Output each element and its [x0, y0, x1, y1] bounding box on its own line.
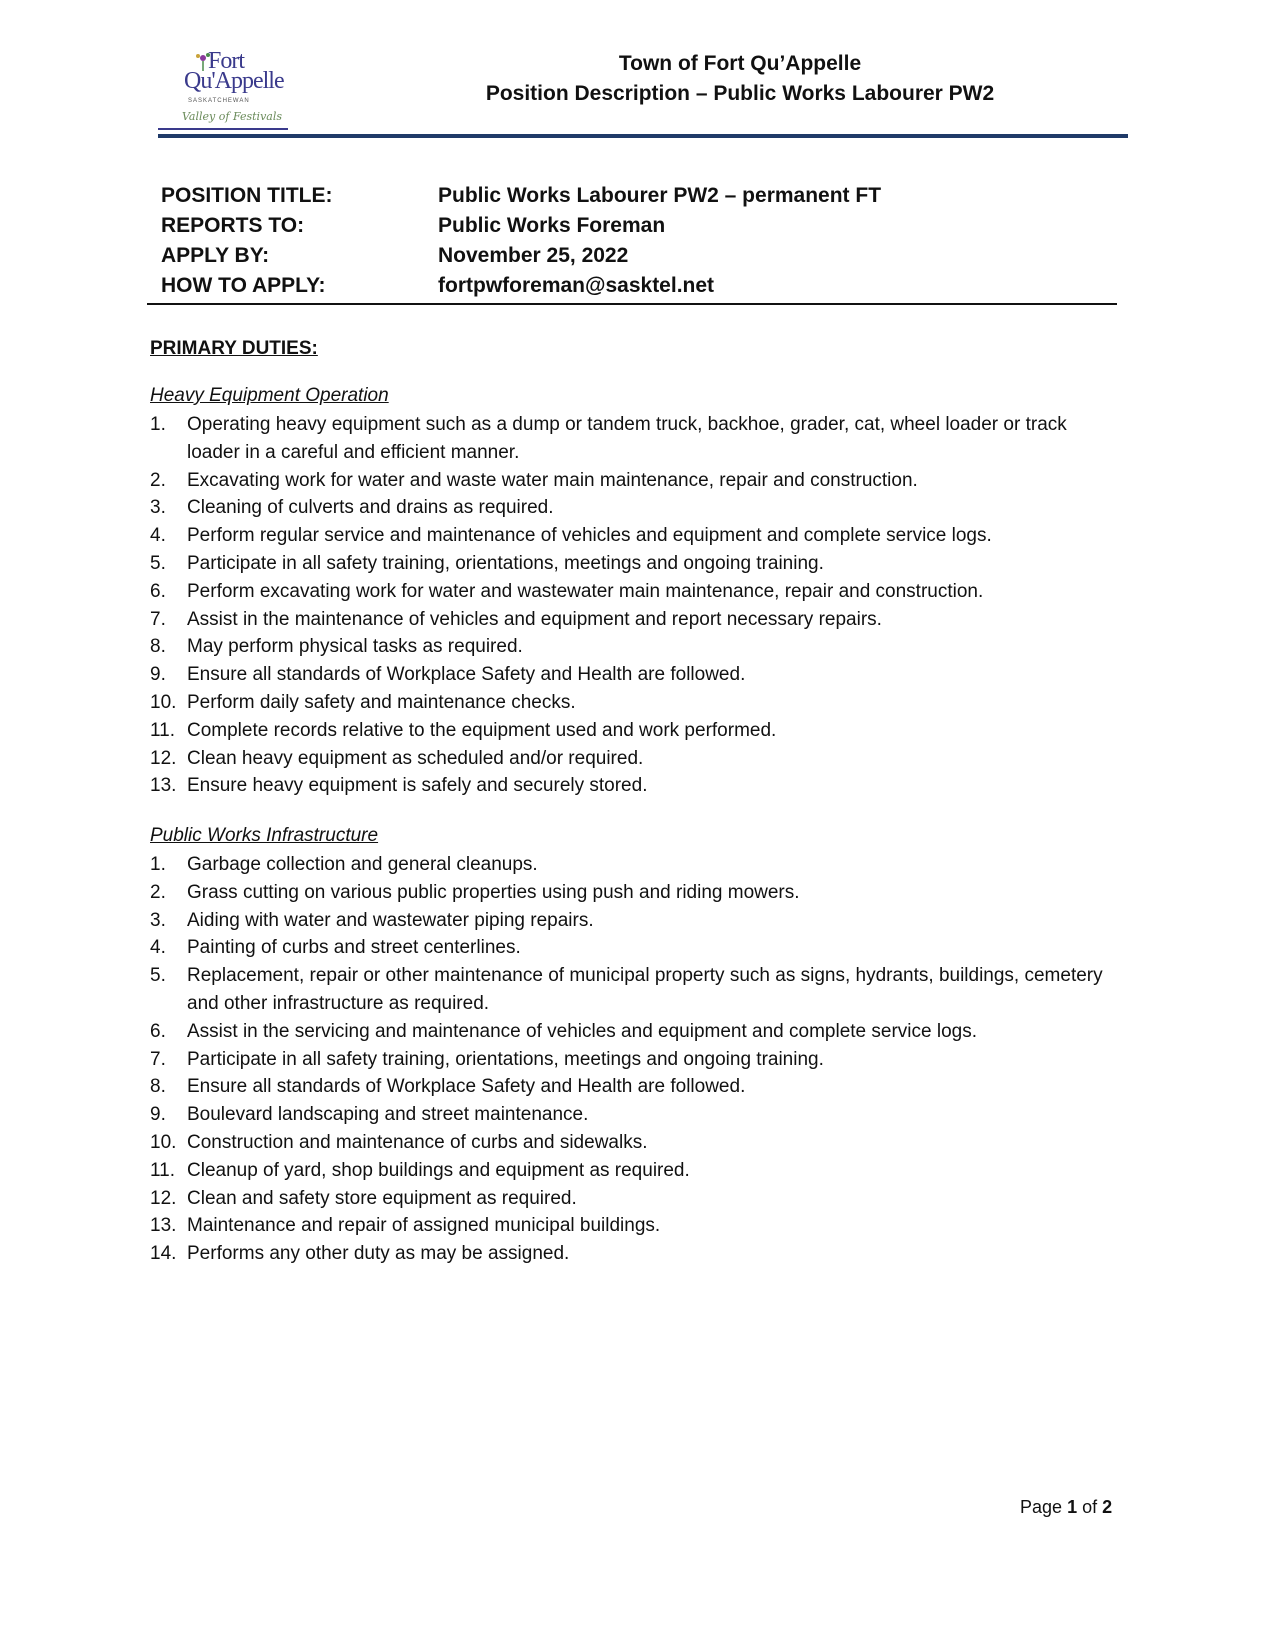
item-number: 2.: [150, 469, 166, 491]
item-number: 11.: [150, 1159, 176, 1181]
logo-tagline: Valley of Festivals: [182, 110, 282, 123]
item-text: Replacement, repair or other maintenance of municipal property such as signs, hydrants, buildings, cemetery and other infrastructure as required.: [187, 965, 1103, 1014]
item-text: Painting of curbs and street centerlines.: [187, 937, 521, 959]
item-text: Garbage collection and general cleanups.: [187, 854, 538, 875]
info-row-apply-by: [161, 244, 1121, 274]
item-number: 6.: [150, 1020, 166, 1042]
list-item: [150, 1101, 1120, 1129]
item-text: Ensure all standards of Workplace Safety and Health are followed.: [187, 1076, 746, 1098]
list-item: [150, 467, 1120, 495]
item-text: Excavating work for water and waste water main maintenance, repair and construction.: [187, 469, 918, 491]
item-text: Participate in all safety training, orientations, meetings and ongoing training.: [187, 552, 824, 574]
section-heading-infrastructure: Public Works Infrastructure: [150, 825, 379, 846]
item-text: Complete records relative to the equipment used and work performed.: [187, 719, 777, 741]
list-item: [150, 851, 1120, 879]
item-text: Performs any other duty as may be assigned.: [187, 1243, 570, 1265]
list-item: [150, 717, 1120, 745]
item-text: Aiding with water and wastewater piping repairs.: [187, 909, 594, 931]
info-row-how-to-apply: [161, 274, 1121, 304]
infrastructure-duties-list: [150, 851, 1120, 1268]
list-item: [150, 606, 1120, 634]
list-item: [150, 522, 1120, 550]
list-item: [150, 1185, 1120, 1213]
item-number: 3.: [150, 497, 166, 519]
item-number: 9.: [150, 664, 166, 686]
logo-underline: [158, 128, 288, 130]
page-number: [1020, 1497, 1112, 1518]
page-word: Page: [1020, 1497, 1063, 1517]
info-divider: [147, 303, 1117, 305]
item-number: 3.: [150, 909, 166, 931]
item-number: 12.: [150, 1187, 177, 1209]
primary-duties-heading: PRIMARY DUTIES:: [150, 338, 318, 359]
list-item: [150, 661, 1120, 689]
list-item: [150, 1046, 1120, 1074]
item-number: 1.: [150, 414, 166, 435]
document-org-title: Town of Fort Qu’Appelle: [618, 52, 862, 75]
list-item: [150, 1240, 1120, 1268]
section-heading-heavy-equipment: Heavy Equipment Operation: [150, 385, 389, 406]
info-row-reports-to: [161, 214, 1121, 244]
info-value: Public Works Foreman: [438, 214, 666, 237]
list-item: [150, 633, 1120, 661]
item-number: 10.: [150, 691, 177, 713]
info-label: HOW TO APPLY:: [161, 274, 326, 297]
item-text: Assist in the maintenance of vehicles and equipment and report necessary repairs.: [187, 608, 882, 630]
item-number: 10.: [150, 1131, 177, 1153]
list-item: [150, 1018, 1120, 1046]
info-label: APPLY BY:: [161, 244, 270, 267]
item-number: 8.: [150, 636, 166, 658]
list-item: [150, 934, 1120, 962]
list-item: [150, 1073, 1120, 1101]
item-number: 7.: [150, 608, 166, 630]
page-of-word: of: [1082, 1497, 1098, 1517]
item-number: 7.: [150, 1048, 166, 1070]
logo-line-province: SASKATCHEWAN: [188, 98, 250, 104]
info-value: November 25, 2022: [438, 244, 629, 267]
document-title: Position Description – Public Works Labourer PW2: [485, 82, 995, 105]
item-number: 2.: [150, 881, 166, 903]
page-total: 2: [1102, 1497, 1113, 1517]
list-item: [150, 689, 1120, 717]
item-text: Maintenance and repair of assigned municipal buildings.: [187, 1215, 661, 1237]
item-number: 8.: [150, 1076, 166, 1098]
list-item: [150, 879, 1120, 907]
item-number: 14.: [150, 1243, 177, 1265]
item-text: Perform daily safety and maintenance checks.: [187, 691, 576, 713]
item-text: Ensure all standards of Workplace Safety and Health are followed.: [187, 664, 746, 686]
town-logo: [158, 48, 298, 136]
item-text: May perform physical tasks as required.: [187, 636, 523, 658]
list-item: [150, 907, 1120, 935]
header-divider: [158, 134, 1128, 138]
item-text: Grass cutting on various public properties using push and riding mowers.: [187, 881, 800, 903]
item-number: 11.: [150, 719, 176, 741]
info-label: REPORTS TO:: [161, 214, 305, 237]
item-number: 6.: [150, 580, 166, 602]
item-number: 5.: [150, 965, 166, 987]
item-text: Cleaning of culverts and drains as required.: [187, 497, 554, 519]
item-text: Perform regular service and maintenance of vehicles and equipment and complete service logs.: [187, 525, 992, 547]
item-text: Construction and maintenance of curbs and sidewalks.: [187, 1131, 648, 1153]
item-number: 5.: [150, 552, 166, 574]
item-text: Cleanup of yard, shop buildings and equipment as required.: [187, 1159, 690, 1181]
item-text: Operating heavy equipment such as a dump or tandem truck, backhoe, grader, cat, wheel loader or track loader in a careful and efficient manner.: [187, 414, 1067, 463]
item-number: 12.: [150, 747, 177, 769]
item-text: Clean heavy equipment as scheduled and/or required.: [187, 747, 644, 769]
item-number: 4.: [150, 937, 166, 959]
list-item: [150, 745, 1120, 773]
info-value: Public Works Labourer PW2 – permanent FT: [438, 184, 882, 207]
item-text: Clean and safety store equipment as required.: [187, 1187, 577, 1209]
item-text: Boulevard landscaping and street maintenance.: [187, 1104, 589, 1126]
item-number: 1.: [150, 854, 166, 875]
item-number: 13.: [150, 1215, 177, 1237]
heavy-equipment-duties-list: [150, 411, 1120, 800]
item-text: Ensure heavy equipment is safely and securely stored.: [187, 775, 648, 797]
list-item: [150, 772, 1120, 800]
list-item: [150, 550, 1120, 578]
item-text: Perform excavating work for water and wastewater main maintenance, repair and construction.: [187, 580, 984, 602]
list-item: [150, 578, 1120, 606]
item-text: Participate in all safety training, orientations, meetings and ongoing training.: [187, 1048, 824, 1070]
item-number: 4.: [150, 525, 166, 547]
item-number: 13.: [150, 775, 177, 797]
logo-line-quappelle: Qu'Appelle: [184, 68, 284, 94]
page-current: 1: [1067, 1497, 1078, 1517]
list-item: [150, 1129, 1120, 1157]
list-item: [150, 962, 1120, 1018]
list-item: [150, 1157, 1120, 1185]
info-value-email: fortpwforeman@sasktel.net: [438, 274, 715, 297]
item-number: 9.: [150, 1104, 166, 1126]
logo-line-fort: Fort: [208, 48, 245, 74]
info-label: POSITION TITLE:: [161, 184, 333, 207]
item-text: Assist in the servicing and maintenance of vehicles and equipment and complete service logs.: [187, 1020, 977, 1042]
list-item: [150, 494, 1120, 522]
list-item: [150, 411, 1120, 467]
info-row-position-title: [161, 184, 1121, 214]
list-item: [150, 1212, 1120, 1240]
position-info-table: [161, 184, 1121, 304]
